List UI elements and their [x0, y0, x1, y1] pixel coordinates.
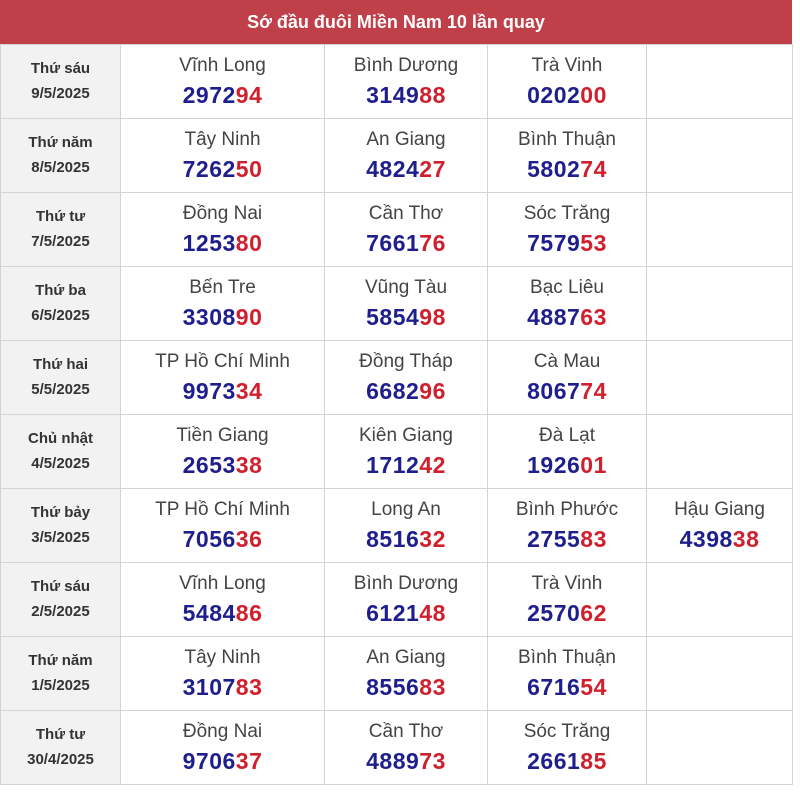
- empty-cell: [647, 563, 793, 637]
- result-number: [488, 524, 646, 554]
- province-name: Bình Dương: [353, 54, 459, 76]
- province-name: Cà Mau: [533, 350, 601, 372]
- result-cell: [488, 563, 647, 637]
- result-number: [121, 746, 324, 776]
- number-tail-digits: 85: [580, 747, 607, 774]
- results-table: [0, 44, 793, 785]
- empty-cell: [647, 341, 793, 415]
- day-cell: [1, 119, 121, 193]
- result-cell: [325, 267, 488, 341]
- result-cell: [121, 267, 325, 341]
- number-tail-digits: 42: [419, 451, 446, 478]
- day-cell: [1, 489, 121, 563]
- result-number: [325, 746, 487, 776]
- result-cell: [121, 341, 325, 415]
- result-cell: [325, 563, 488, 637]
- result-cell: [488, 193, 647, 267]
- result-number: [325, 302, 487, 332]
- province-name: Hậu Giang: [674, 498, 765, 520]
- number-head-digits: 7056: [182, 525, 236, 552]
- province-name: Bạc Liêu: [530, 276, 604, 298]
- day-cell: [1, 193, 121, 267]
- draw-date: 8/5/2025: [31, 158, 90, 176]
- result-number: [325, 154, 487, 184]
- table-row: [1, 563, 793, 637]
- draw-date: 4/5/2025: [31, 454, 90, 472]
- number-head-digits: 7661: [366, 229, 420, 256]
- province-name: Tiền Giang: [176, 424, 269, 446]
- result-cell: [325, 489, 488, 563]
- number-tail-digits: 73: [419, 747, 446, 774]
- number-head-digits: 2653: [182, 451, 236, 478]
- result-cell: [488, 341, 647, 415]
- number-tail-digits: 63: [580, 303, 607, 330]
- number-tail-digits: 74: [580, 155, 607, 182]
- number-tail-digits: 54: [580, 673, 607, 700]
- number-tail-digits: 27: [419, 155, 446, 182]
- result-cell: [121, 119, 325, 193]
- table-row: [1, 119, 793, 193]
- result-number: [325, 672, 487, 702]
- result-cell: [325, 637, 488, 711]
- province-name: Kiên Giang: [358, 424, 453, 446]
- result-cell: [121, 45, 325, 119]
- number-tail-digits: 83: [235, 673, 263, 700]
- number-head-digits: 2972: [182, 81, 236, 108]
- province-name: Vĩnh Long: [179, 572, 266, 594]
- result-cell: [325, 341, 488, 415]
- number-head-digits: 2570: [527, 599, 581, 626]
- result-number: [121, 302, 324, 332]
- result-number: [488, 598, 646, 628]
- number-tail-digits: 48: [419, 599, 446, 626]
- result-number: [325, 450, 487, 480]
- province-name: An Giang: [366, 128, 446, 150]
- number-tail-digits: 80: [235, 229, 263, 256]
- result-cell: [488, 637, 647, 711]
- result-number: [325, 80, 487, 110]
- number-tail-digits: 37: [235, 747, 263, 774]
- number-head-digits: 6716: [527, 673, 581, 700]
- number-tail-digits: 50: [235, 155, 263, 182]
- number-head-digits: 4889: [366, 747, 420, 774]
- number-head-digits: 8067: [527, 377, 581, 404]
- result-cell: [121, 489, 325, 563]
- number-tail-digits: 32: [419, 525, 446, 552]
- result-number: [121, 376, 324, 406]
- result-number: [121, 154, 324, 184]
- result-cell: [121, 711, 325, 785]
- province-name: Sóc Trăng: [523, 202, 611, 224]
- number-tail-digits: 74: [580, 377, 607, 404]
- empty-cell: [647, 637, 793, 711]
- number-head-digits: 5484: [182, 599, 236, 626]
- province-name: Vĩnh Long: [179, 54, 266, 76]
- province-name: Trà Vinh: [531, 572, 603, 594]
- result-number: [488, 154, 646, 184]
- number-head-digits: 7262: [182, 155, 236, 182]
- day-name: Thứ tư: [35, 207, 86, 225]
- result-number: [121, 450, 324, 480]
- day-cell: [1, 341, 121, 415]
- province-name: Trà Vinh: [531, 54, 603, 76]
- result-number: [121, 80, 324, 110]
- result-number: [325, 524, 487, 554]
- day-name: Thứ ba: [35, 281, 86, 299]
- day-name: Thứ tư: [35, 725, 86, 743]
- result-cell: [488, 711, 647, 785]
- empty-cell: [647, 267, 793, 341]
- number-head-digits: 8556: [366, 673, 420, 700]
- result-number: [488, 746, 646, 776]
- draw-date: 5/5/2025: [31, 380, 90, 398]
- day-name: Thứ hai: [32, 355, 89, 373]
- province-name: Đồng Tháp: [359, 350, 453, 372]
- number-head-digits: 3149: [366, 81, 420, 108]
- result-cell: [325, 119, 488, 193]
- result-number: [488, 450, 646, 480]
- province-name: Vũng Tàu: [364, 276, 448, 298]
- result-number: [488, 80, 646, 110]
- draw-date: 2/5/2025: [31, 602, 90, 620]
- number-head-digits: 0202: [527, 81, 581, 108]
- result-number: [121, 598, 324, 628]
- result-cell: [121, 563, 325, 637]
- number-tail-digits: 38: [732, 525, 760, 552]
- number-head-digits: 4887: [527, 303, 581, 330]
- table-row: [1, 267, 793, 341]
- result-cell: [488, 267, 647, 341]
- result-number: [325, 228, 487, 258]
- province-name: Tây Ninh: [184, 128, 261, 150]
- province-name: Bến Tre: [189, 276, 256, 298]
- draw-date: 1/5/2025: [31, 676, 90, 694]
- number-head-digits: 2661: [527, 747, 581, 774]
- number-tail-digits: 34: [235, 377, 263, 404]
- result-cell: [325, 711, 488, 785]
- result-cell: [325, 193, 488, 267]
- province-name: Bình Thuận: [518, 646, 616, 668]
- number-tail-digits: 90: [235, 303, 263, 330]
- day-cell: [1, 711, 121, 785]
- number-head-digits: 7579: [527, 229, 581, 256]
- province-name: TP Hồ Chí Minh: [155, 498, 290, 520]
- province-name: An Giang: [366, 646, 446, 668]
- result-cell: [488, 45, 647, 119]
- number-tail-digits: 00: [580, 81, 607, 108]
- result-number: [325, 376, 487, 406]
- number-head-digits: 3107: [182, 673, 236, 700]
- number-head-digits: 1712: [366, 451, 420, 478]
- empty-cell: [647, 45, 793, 119]
- table-row: [1, 415, 793, 489]
- result-cell: [325, 415, 488, 489]
- day-name: Thứ năm: [28, 651, 93, 669]
- result-cell: [121, 637, 325, 711]
- number-tail-digits: 88: [419, 81, 446, 108]
- province-name: Cần Thơ: [368, 720, 444, 742]
- empty-cell: [647, 119, 793, 193]
- result-number: [325, 598, 487, 628]
- number-tail-digits: 38: [235, 451, 263, 478]
- number-head-digits: 6682: [366, 377, 420, 404]
- result-number: [121, 524, 324, 554]
- day-name: Thứ sáu: [30, 59, 91, 77]
- result-number: [488, 228, 646, 258]
- result-number: [121, 228, 324, 258]
- number-tail-digits: 94: [235, 81, 263, 108]
- result-number: [647, 524, 792, 554]
- empty-cell: [647, 711, 793, 785]
- day-cell: [1, 415, 121, 489]
- province-name: Bình Phước: [515, 498, 619, 520]
- table-row: [1, 193, 793, 267]
- number-head-digits: 1926: [527, 451, 581, 478]
- number-tail-digits: 83: [580, 525, 607, 552]
- day-name: Thứ sáu: [30, 577, 91, 595]
- number-tail-digits: 53: [580, 229, 607, 256]
- draw-date: 6/5/2025: [31, 306, 90, 324]
- number-tail-digits: 83: [419, 673, 446, 700]
- table-row: [1, 341, 793, 415]
- number-head-digits: 3308: [182, 303, 236, 330]
- day-cell: [1, 45, 121, 119]
- draw-date: 7/5/2025: [31, 232, 90, 250]
- day-cell: [1, 563, 121, 637]
- number-head-digits: 2755: [527, 525, 581, 552]
- result-cell: [325, 45, 488, 119]
- number-head-digits: 8516: [366, 525, 420, 552]
- province-name: Sóc Trăng: [523, 720, 611, 742]
- table-row: [1, 489, 793, 563]
- day-cell: [1, 267, 121, 341]
- number-tail-digits: 76: [419, 229, 446, 256]
- draw-date: 30/4/2025: [27, 750, 94, 768]
- day-name: Thứ năm: [28, 133, 93, 151]
- number-head-digits: 9706: [182, 747, 236, 774]
- province-name: Tây Ninh: [184, 646, 261, 668]
- result-cell: [121, 415, 325, 489]
- number-tail-digits: 86: [235, 599, 263, 626]
- empty-cell: [647, 193, 793, 267]
- number-head-digits: 4398: [679, 525, 733, 552]
- number-tail-digits: 36: [235, 525, 263, 552]
- result-cell: [488, 119, 647, 193]
- table-title: Sớ đầu đuôi Miền Nam 10 lần quay: [0, 0, 792, 44]
- province-name: Đà Lạt: [539, 424, 595, 446]
- province-name: Bình Thuận: [518, 128, 616, 150]
- draw-date: 9/5/2025: [31, 84, 90, 102]
- number-head-digits: 5854: [366, 303, 420, 330]
- result-cell: [488, 489, 647, 563]
- result-number: [488, 376, 646, 406]
- result-cell: [647, 489, 793, 563]
- number-tail-digits: 98: [419, 303, 446, 330]
- results-body: [1, 45, 793, 785]
- day-name: Chủ nhật: [28, 429, 93, 447]
- number-head-digits: 9973: [182, 377, 236, 404]
- province-name: TP Hồ Chí Minh: [155, 350, 290, 372]
- number-head-digits: 5802: [527, 155, 581, 182]
- result-cell: [121, 193, 325, 267]
- table-row: [1, 45, 793, 119]
- result-cell: [488, 415, 647, 489]
- result-number: [121, 672, 324, 702]
- number-tail-digits: 01: [580, 451, 607, 478]
- number-head-digits: 6121: [366, 599, 420, 626]
- number-head-digits: 1253: [182, 229, 236, 256]
- draw-date: 3/5/2025: [31, 528, 90, 546]
- province-name: Đồng Nai: [182, 202, 263, 224]
- day-cell: [1, 637, 121, 711]
- province-name: Cần Thơ: [368, 202, 444, 224]
- province-name: Đồng Nai: [182, 720, 263, 742]
- number-tail-digits: 96: [419, 377, 446, 404]
- table-row: [1, 637, 793, 711]
- province-name: Bình Dương: [353, 572, 459, 594]
- day-name: Thứ bảy: [30, 503, 91, 521]
- number-tail-digits: 62: [580, 599, 607, 626]
- empty-cell: [647, 415, 793, 489]
- province-name: Long An: [371, 498, 441, 520]
- result-number: [488, 672, 646, 702]
- result-number: [488, 302, 646, 332]
- number-head-digits: 4824: [366, 155, 420, 182]
- table-row: [1, 711, 793, 785]
